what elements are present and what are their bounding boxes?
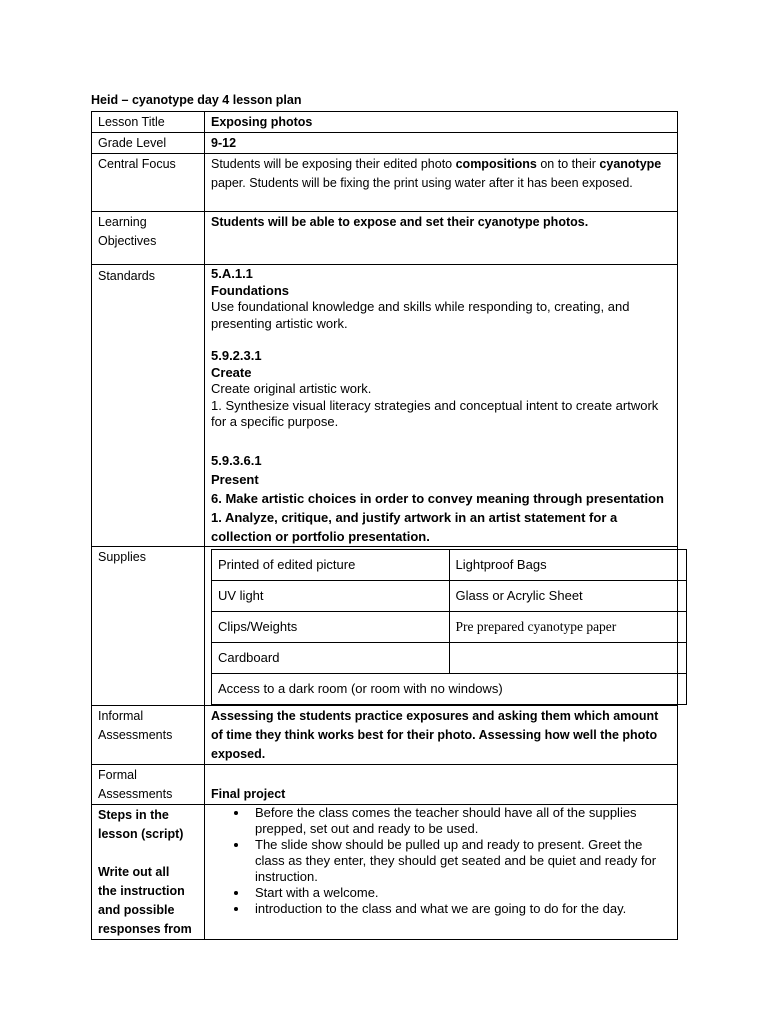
supplies-label: Supplies (92, 546, 205, 705)
standard-description: Use foundational knowledge and skills while responding to, creating, and presenting artistic work. (211, 299, 630, 331)
standard-description: 1. Synthesize visual literacy strategies and conceptual intent to create artwork for a specific purpose. (211, 397, 659, 429)
supplies-row (212, 580, 687, 611)
row-informal-assessments (92, 705, 678, 764)
standard-description: 6. Make artistic choices in order to convey meaning through presentation (211, 490, 664, 506)
supply-item: UV light (212, 580, 450, 611)
standard-name: Create (211, 364, 252, 380)
standard-description: Create original artistic work. (211, 381, 372, 396)
supply-item: Cardboard (212, 642, 450, 673)
list-item: • Before the class comes the teacher should have all of the supplies prepped, set out and ready to be used. (249, 805, 671, 837)
row-formal-assessments (92, 764, 678, 804)
supply-item: Clips/Weights (212, 611, 450, 642)
grade-level-value: 9-12 (205, 133, 678, 154)
list-item: • Start with a welcome. (249, 885, 671, 901)
list-item: • The slide show should be pulled up and ready to present. Greet the class as they enter, they should get seated and be quiet and ready for instruction. (249, 837, 671, 885)
supplies-row (212, 611, 687, 642)
document-title: Heid – cyanotype day 4 lesson plan (91, 93, 302, 107)
supply-item: Lightproof Bags (449, 549, 687, 580)
steps-content (205, 804, 678, 939)
supply-item: Printed of edited picture (212, 549, 450, 580)
standard-code: 5.9.2.3.1 (211, 348, 262, 363)
standard-code: 5.A.1.1 (211, 266, 253, 281)
informal-assessments-text: Assessing the students practice exposures and asking them which amount of time they think works best for their photo. Assessing how well the photo exposed. (205, 705, 678, 764)
central-focus-label: Central Focus (92, 154, 205, 212)
standards-text (205, 265, 678, 547)
supply-item: Access to a dark room (or room with no windows) (212, 673, 687, 704)
list-item: • introduction to the class and what we are going to do for the day. (249, 901, 671, 917)
standard-code: 5.9.3.6.1 (211, 452, 262, 468)
standard-name: Foundations (211, 282, 289, 298)
row-lesson-title (92, 112, 678, 133)
row-central-focus (92, 154, 678, 212)
lesson-title-value: Exposing photos (205, 112, 678, 133)
supply-item (449, 642, 687, 673)
steps-label: Steps in the lesson (script) Write out all the instruction and possible responses from (92, 804, 205, 939)
lesson-plan-table (91, 111, 678, 940)
row-supplies (92, 546, 678, 705)
informal-assessments-label: Informal Assessments (92, 705, 205, 764)
supply-item: Glass or Acrylic Sheet (449, 580, 687, 611)
standards-label: Standards (92, 265, 205, 547)
row-grade-level (92, 133, 678, 154)
grade-level-label: Grade Level (92, 133, 205, 154)
row-learning-objectives (92, 212, 678, 265)
formal-assessments-text: Final project (205, 764, 678, 804)
row-standards (92, 265, 678, 547)
steps-list (211, 805, 671, 917)
learning-objectives-text: Students will be able to expose and set their cyanotype photos. (205, 212, 678, 265)
row-steps (92, 804, 678, 939)
supply-item: Pre prepared cyanotype paper (449, 611, 687, 642)
standard-name: Present (211, 471, 259, 487)
supplies-row (212, 642, 687, 673)
learning-objectives-label: Learning Objectives (92, 212, 205, 265)
supplies-row (212, 673, 687, 704)
supplies-table (211, 549, 687, 705)
standard-description: 1. Analyze, critique, and justify artwork in an artist statement for a collection or portfolio presentation. (211, 509, 618, 544)
supplies-row (212, 549, 687, 580)
central-focus-text: Students will be exposing their edited photo compositions on to their cyanotype paper. Students will be fixing the print using water after it has been exposed. (205, 154, 678, 212)
formal-assessments-label: Formal Assessments (92, 764, 205, 804)
lesson-title-label: Lesson Title (92, 112, 205, 133)
